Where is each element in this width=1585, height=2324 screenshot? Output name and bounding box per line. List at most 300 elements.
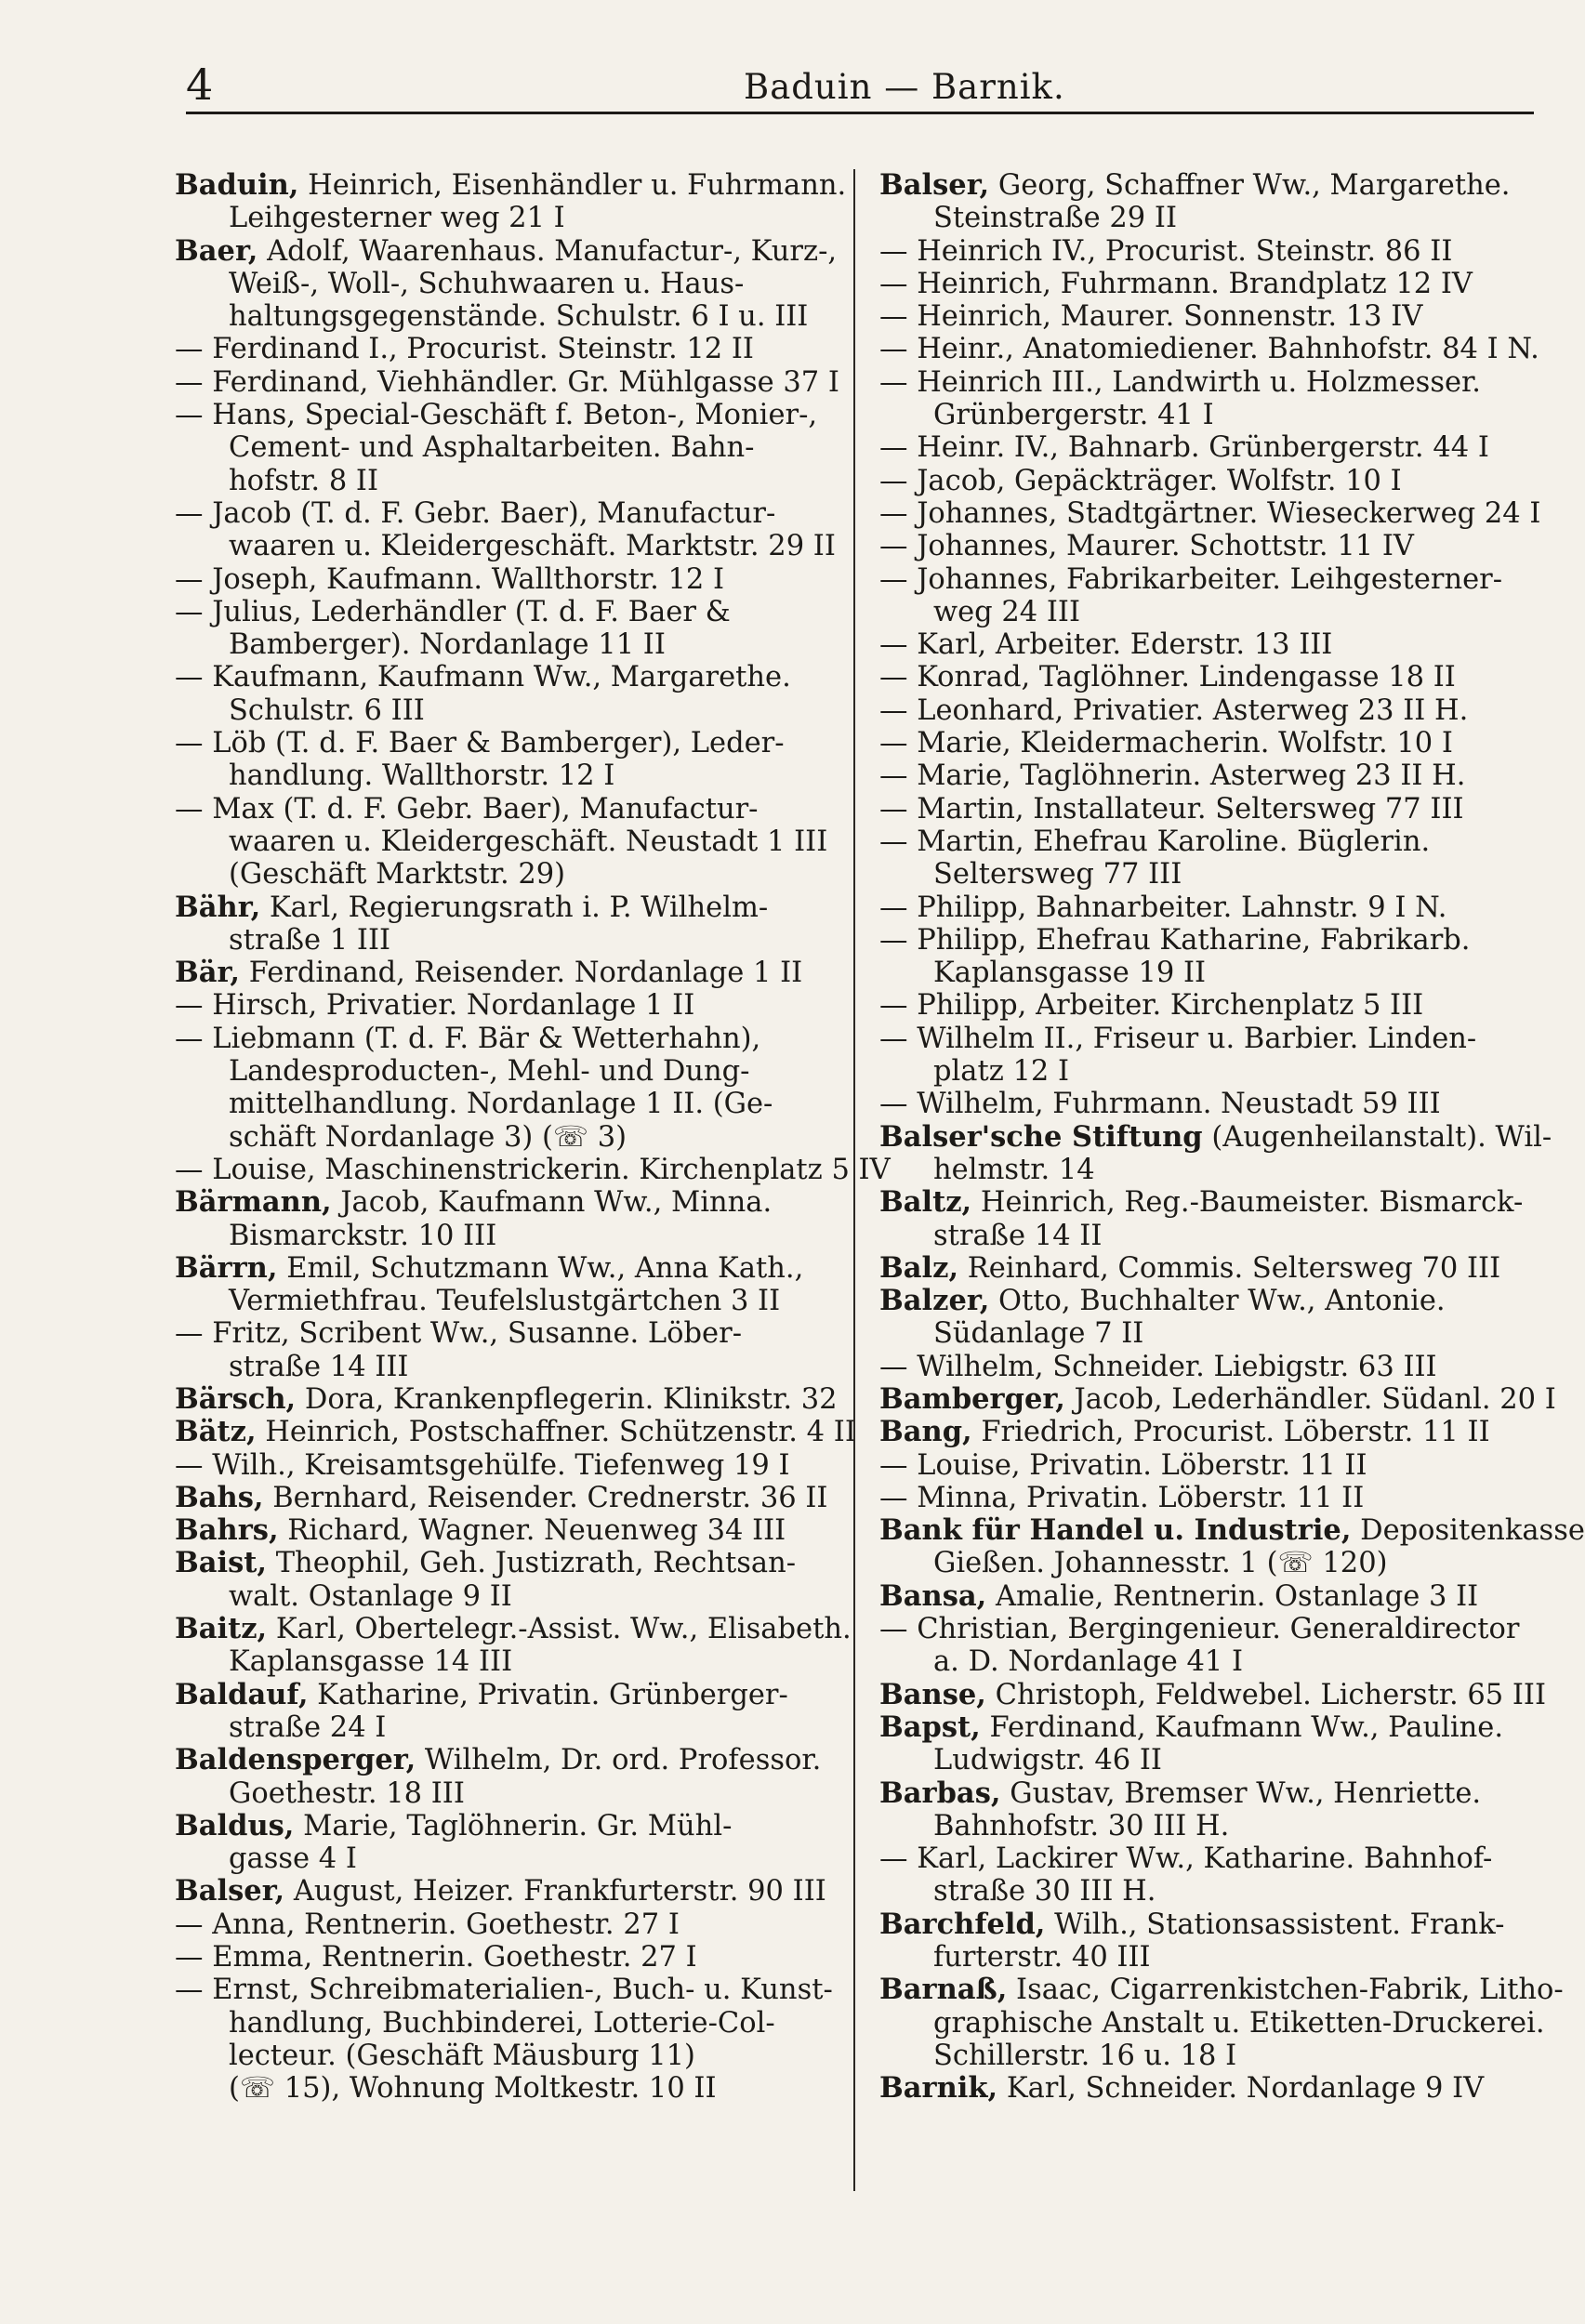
- entry-surname: Banse,: [879, 1677, 986, 1711]
- entry-line: [175, 1645, 826, 1678]
- directory-entry: [879, 1088, 1530, 1120]
- entry-text: platz 12 I: [933, 1055, 1070, 1089]
- directory-entry: [175, 496, 836, 563]
- directory-entry: [175, 1908, 826, 1941]
- entry-text: Grünbergerstr. 41 I: [933, 399, 1214, 432]
- entry-line: [879, 596, 1530, 628]
- entry-line: [175, 431, 826, 464]
- directory-entry: [175, 891, 826, 957]
- entry-surname: Balser,: [879, 168, 990, 202]
- entry-line: [175, 1153, 891, 1186]
- entry-line: [175, 1186, 826, 1219]
- directory-entry: [175, 1514, 826, 1547]
- entry-text: Johannes, Stadtgärtner. Wieseckerweg 24 I: [917, 496, 1541, 530]
- directory-entry: [175, 1153, 891, 1186]
- entry-surname: Bähr,: [175, 890, 261, 924]
- entry-line: [175, 1252, 826, 1285]
- entry-text: Leihgesterner weg 21 I: [229, 202, 565, 235]
- entry-text: Marie, Kleidermacherin. Wolfstr. 10 I: [917, 727, 1453, 760]
- entry-surname: Bamberger,: [879, 1381, 1065, 1416]
- entry-text: Karl, Arbeiter. Ederstr. 13 III: [917, 628, 1333, 662]
- entry-text: Ferdinand, Reisender. Nordanlage 1 II: [248, 957, 803, 990]
- entry-line: [879, 1777, 1530, 1810]
- entry-line: [175, 1941, 826, 1974]
- entry-text: Max (T. d. F. Gebr. Baer), Manufactur-: [212, 792, 759, 825]
- directory-entry: [879, 235, 1530, 268]
- entry-text: graphische Anstalt u. Etiketten-Druckerei.: [933, 2006, 1545, 2040]
- entry-line: [879, 1381, 1556, 1416]
- entry-surname: Bank für Handel u. Industrie,: [879, 1513, 1352, 1548]
- entry-text: Theophil, Geh. Justizrath, Rechtsan-: [275, 1547, 797, 1580]
- directory-entry: [879, 1677, 1547, 1711]
- directory-entry: [175, 661, 826, 727]
- entry-text: lecteur. (Geschäft Mäusburg 11): [229, 2039, 695, 2072]
- directory-entry: [175, 1415, 856, 1449]
- entry-line: [175, 1121, 826, 1154]
- entry-surname: Bärrn,: [175, 1250, 278, 1285]
- entry-text: Landesproducten-, Mehl- und Dung-: [229, 1055, 750, 1089]
- entry-line: [879, 1023, 1530, 1055]
- entry-line: [175, 1580, 826, 1613]
- entry-line: [175, 891, 826, 924]
- directory-entry: [175, 333, 826, 365]
- entry-line: [879, 1317, 1530, 1350]
- entry-surname: Balser,: [175, 1874, 285, 1908]
- directory-entry: [879, 268, 1530, 300]
- entry-line: [879, 957, 1530, 989]
- entry-line: [175, 957, 826, 989]
- entry-line: [879, 563, 1530, 596]
- entry-line: [175, 1285, 826, 1317]
- entry-line: [175, 168, 847, 202]
- entry-line: [175, 2072, 826, 2105]
- directory-entry: [879, 1973, 1564, 2072]
- directory-entry: [175, 1875, 826, 1908]
- entry-surname: Baldus,: [175, 1808, 295, 1842]
- entry-line: [175, 1612, 852, 1646]
- entry-line: [175, 1974, 833, 2007]
- entry-line: [175, 1679, 826, 1711]
- entry-line: [175, 1711, 826, 1744]
- directory-entry: [879, 891, 1530, 924]
- entry-text: Kaplansgasse 19 II: [933, 957, 1207, 990]
- entry-text: Martin, Installateur. Seltersweg 77 III: [917, 792, 1464, 825]
- entry-line: [175, 989, 826, 1022]
- entry-line: [879, 1513, 1585, 1548]
- entry-surname: Bahrs,: [175, 1513, 279, 1548]
- directory-entry: [879, 1777, 1530, 1843]
- entry-line: [879, 661, 1530, 693]
- entry-text: Adolf, Waarenhaus. Manufactur-, Kurz-,: [267, 234, 838, 268]
- directory-entry: [879, 628, 1530, 661]
- entry-text: Cement- und Asphaltarbeiten. Bahn-: [229, 431, 755, 465]
- entry-line: [175, 1547, 826, 1579]
- entry-line: [879, 1351, 1530, 1383]
- entry-text: Karl, Lackirer Ww., Katharine. Bahnhof-: [917, 1842, 1493, 1876]
- entry-text: (Geschäft Marktstr. 29): [229, 858, 566, 891]
- entry-text: Bismarckstr. 10 III: [229, 1219, 497, 1252]
- entry-line: [175, 1514, 826, 1547]
- entry-text: (Augenheilanstalt). Wil-: [1211, 1120, 1552, 1154]
- entry-text: Christian, Bergingenieur. Generaldirector: [917, 1613, 1520, 1646]
- entry-line: [175, 1220, 826, 1252]
- entry-text: Ferdinand, Kaufmann Ww., Pauline.: [989, 1710, 1504, 1744]
- entry-text: Christoph, Feldwebel. Licherstr. 65 III: [995, 1678, 1547, 1711]
- entry-surname: Bahs,: [175, 1480, 264, 1514]
- entry-text: Katharine, Privatin. Grünberger-: [317, 1678, 788, 1711]
- entry-line: [879, 2040, 1530, 2072]
- entry-text: Reinhard, Commis. Seltersweg 70 III: [967, 1251, 1501, 1285]
- entry-text: Liebmann (T. d. F. Bär & Wetterhahn),: [212, 1022, 761, 1055]
- directory-entry: [879, 924, 1530, 990]
- directory-entry: [175, 727, 826, 793]
- entry-line: [879, 628, 1530, 661]
- entry-text: Amalie, Rentnerin. Ostanlage 3 II: [995, 1579, 1479, 1613]
- directory-entry: [175, 1974, 833, 2106]
- entry-line: [879, 759, 1530, 792]
- entry-line: [175, 825, 826, 858]
- entry-line: [879, 1416, 1530, 1448]
- directory-entry: [175, 365, 839, 399]
- entry-text: helmstr. 14: [933, 1153, 1095, 1186]
- entry-line: [879, 2006, 1545, 2040]
- entry-surname: Bärsch,: [175, 1381, 297, 1416]
- directory-entry: [879, 465, 1530, 497]
- entry-line: [879, 1449, 1530, 1482]
- entry-line: [175, 1055, 826, 1088]
- directory-entry: [879, 1119, 1552, 1187]
- directory-entry: [175, 1612, 852, 1679]
- entry-line: [879, 1285, 1530, 1317]
- directory-entry: [175, 989, 826, 1022]
- entry-line: [879, 2072, 1530, 2105]
- entry-line: [175, 628, 826, 661]
- directory-entry: [879, 1711, 1530, 1777]
- entry-text: Louise, Maschinenstrickerin. Kirchenplatz 5 IV: [212, 1153, 891, 1186]
- entry-line: [175, 1415, 856, 1449]
- entry-text: Philipp, Ehefrau Katharine, Fabrikarb.: [917, 923, 1471, 957]
- entry-text: Fritz, Scribent Ww., Susanne. Löber-: [212, 1317, 742, 1351]
- header-rule: [186, 112, 1534, 114]
- entry-line: [175, 1777, 826, 1810]
- entry-line: [175, 694, 826, 727]
- entry-text: Johannes, Maurer. Schottstr. 11 IV: [917, 530, 1414, 563]
- entry-line: [879, 300, 1530, 333]
- entry-surname: Bär,: [175, 956, 241, 990]
- entry-text: Wilhelm, Schneider. Liebigstr. 63 III: [917, 1350, 1437, 1383]
- entry-text: straße 14 II: [933, 1219, 1103, 1252]
- entry-surname: Bang,: [879, 1415, 972, 1449]
- directory-entry: [879, 793, 1530, 825]
- entry-line: [175, 1449, 826, 1482]
- entry-text: Löb (T. d. F. Baer & Bamberger), Leder-: [212, 727, 785, 760]
- entry-text: Heinrich III., Landwirth u. Holzmesser.: [917, 365, 1481, 399]
- entry-line: [879, 1547, 1530, 1579]
- entry-text: Seltersweg 77 III: [933, 858, 1182, 891]
- directory-entry: [879, 1416, 1530, 1448]
- entry-line: [175, 233, 838, 268]
- right-column: [879, 168, 1585, 2106]
- entry-surname: Balz,: [879, 1250, 959, 1285]
- entry-surname: Barnik,: [879, 2071, 998, 2106]
- entry-line: [175, 759, 826, 792]
- entry-text: waaren u. Kleidergeschäft. Marktstr. 29 II: [229, 530, 836, 563]
- entry-surname: Baldauf,: [175, 1677, 309, 1711]
- directory-entry: [879, 496, 1541, 530]
- entry-line: [175, 300, 826, 333]
- entry-text: hofstr. 8 II: [229, 464, 379, 497]
- entry-line: [175, 1842, 826, 1875]
- entry-text: handlung, Buchbinderei, Lotterie-Col-: [229, 2006, 775, 2040]
- entry-line: [879, 1908, 1530, 1941]
- entry-line: [175, 399, 826, 431]
- entry-text: Marie, Taglöhnerin. Asterweg 23 II H.: [917, 759, 1466, 793]
- entry-line: [879, 399, 1530, 431]
- entry-line: [879, 1186, 1530, 1219]
- entry-text: Schulstr. 6 III: [229, 693, 425, 727]
- entry-line: [879, 1055, 1530, 1088]
- entry-text: Hirsch, Privatier. Nordanlage 1 II: [212, 989, 695, 1023]
- entry-text: August, Heizer. Frankfurterstr. 90 III: [293, 1875, 826, 1908]
- directory-entry: [879, 1842, 1530, 1908]
- directory-entry: [879, 759, 1530, 792]
- directory-entry: [175, 168, 847, 235]
- entry-line: [879, 1580, 1530, 1613]
- directory-entry: [175, 793, 826, 891]
- entry-line: [175, 333, 826, 365]
- directory-entry: [175, 1186, 826, 1252]
- entry-line: [175, 563, 826, 596]
- entry-surname: Baltz,: [879, 1185, 972, 1220]
- entry-line: [879, 530, 1530, 562]
- entry-text: Leonhard, Privatier. Asterweg 23 II H.: [917, 693, 1469, 727]
- entry-surname: Bansa,: [879, 1578, 987, 1613]
- entry-text: mittelhandlung. Nordanlage 1 II. (Ge-: [229, 1088, 773, 1121]
- entry-text: Jacob (T. d. F. Gebr. Baer), Manufactur-: [212, 496, 776, 530]
- directory-entry: [879, 1252, 1530, 1285]
- entry-line: [879, 268, 1530, 300]
- entry-text: Georg, Schaffner Ww., Margarethe.: [997, 169, 1511, 202]
- entry-text: Kaplansgasse 14 III: [229, 1645, 513, 1679]
- entry-line: [879, 694, 1530, 727]
- entry-line: [175, 1023, 826, 1055]
- entry-line: [879, 1941, 1530, 1974]
- entry-text: (☏ 15), Wohnung Moltkestr. 10 II: [229, 2072, 717, 2106]
- entry-line: [879, 1220, 1530, 1252]
- entry-surname: Baer,: [175, 233, 258, 268]
- entry-text: Heinrich, Maurer. Sonnenstr. 13 IV: [917, 300, 1423, 334]
- entry-text: Gustav, Bremser Ww., Henriette.: [1010, 1776, 1482, 1810]
- directory-entry: [175, 1941, 826, 1974]
- directory-entry: [879, 1580, 1530, 1613]
- entry-line: [879, 1119, 1552, 1154]
- directory-entry: [879, 530, 1530, 562]
- entry-text: Kaufmann, Kaufmann Ww., Margarethe.: [212, 661, 791, 694]
- running-title: Baduin — Barnik.: [744, 67, 1065, 107]
- entry-text: Karl, Obertelegr.-Assist. Ww., Elisabeth.: [275, 1613, 852, 1646]
- entry-line: [175, 497, 826, 530]
- entry-line: [175, 2007, 826, 2040]
- entry-line: [175, 530, 836, 563]
- entry-line: [879, 1875, 1530, 1908]
- entry-line: [175, 1317, 826, 1350]
- entry-line: [175, 727, 826, 759]
- entry-text: Louise, Privatin. Löberstr. 11 II: [917, 1448, 1367, 1482]
- entry-line: [175, 465, 826, 497]
- entry-text: waaren u. Kleidergeschäft. Neustadt 1 III: [229, 825, 828, 858]
- entry-text: Heinr., Anatomiediener. Bahnhofstr. 84 I N.: [917, 333, 1539, 366]
- entry-line: [175, 661, 826, 693]
- page-number: 4: [186, 59, 214, 110]
- entry-text: Wilhelm, Dr. ord. Professor.: [424, 1744, 822, 1777]
- directory-entry: [175, 563, 826, 596]
- entry-line: [879, 1154, 1530, 1186]
- entry-text: Hans, Special-Geschäft f. Beton-, Monier-,: [212, 399, 818, 432]
- entry-line: [175, 268, 826, 300]
- entry-line: [879, 169, 1530, 202]
- entry-text: Otto, Buchhalter Ww., Antonie.: [998, 1285, 1446, 1318]
- entry-text: furterstr. 40 III: [933, 1941, 1151, 1974]
- entry-text: straße 14 III: [229, 1350, 409, 1383]
- entry-text: Südanlage 7 II: [933, 1317, 1144, 1351]
- entry-text: straße 24 I: [229, 1710, 387, 1744]
- directory-entry: [175, 1381, 838, 1416]
- directory-entry: [175, 1252, 826, 1318]
- entry-text: Philipp, Arbeiter. Kirchenplatz 5 III: [917, 989, 1424, 1023]
- entry-text: Marie, Taglöhnerin. Gr. Mühl-: [303, 1809, 733, 1842]
- entry-line: [879, 1677, 1547, 1711]
- entry-text: Ludwigstr. 46 II: [933, 1744, 1162, 1777]
- entry-text: Konrad, Taglöhner. Lindengasse 18 II: [917, 661, 1456, 694]
- entry-text: haltungsgegenstände. Schulstr. 6 I u. III: [229, 300, 809, 334]
- entry-text: Bernhard, Reisender. Crednerstr. 36 II: [272, 1481, 828, 1514]
- entry-line: [879, 333, 1539, 366]
- entry-line: [879, 1613, 1530, 1645]
- page-header: [186, 59, 1487, 125]
- entry-line: [175, 596, 826, 628]
- directory-entry: [879, 366, 1530, 432]
- entry-surname: Baist,: [175, 1546, 268, 1580]
- directory-entry: [879, 1482, 1530, 1514]
- directory-entry: [879, 1908, 1530, 1974]
- directory-entry: [175, 1679, 826, 1745]
- entry-surname: Bärmann,: [175, 1185, 332, 1220]
- directory-entry: [879, 169, 1530, 235]
- directory-entry: [879, 1351, 1530, 1383]
- directory-entry: [879, 1381, 1556, 1416]
- entry-line: [175, 793, 826, 825]
- entry-line: [879, 431, 1530, 464]
- entry-text: Richard, Wagner. Neuenweg 34 III: [287, 1514, 786, 1548]
- entry-surname: Barchfeld,: [879, 1907, 1046, 1941]
- left-column: [175, 168, 891, 2106]
- entry-line: [879, 235, 1530, 268]
- directory-entry: [175, 1317, 826, 1383]
- entry-line: [175, 1810, 826, 1842]
- entry-surname: Baldensperger,: [175, 1743, 416, 1777]
- entry-text: handlung. Wallthorstr. 12 I: [229, 759, 615, 793]
- entry-line: [175, 1875, 826, 1908]
- directory-entry: [879, 1513, 1585, 1580]
- entry-text: gasse 4 I: [229, 1842, 357, 1876]
- directory-entry: [879, 2072, 1530, 2105]
- entry-line: [175, 1351, 826, 1383]
- entry-text: Dora, Krankenpflegerin. Klinikstr. 32: [304, 1382, 838, 1416]
- entry-surname: Balser'sche Stiftung: [879, 1119, 1203, 1154]
- directory-entry: [175, 399, 826, 497]
- entry-text: Depositenkasse: [1360, 1514, 1585, 1548]
- directory-entry: [175, 1023, 826, 1154]
- entry-surname: Baitz,: [175, 1612, 268, 1646]
- entry-text: Emil, Schutzmann Ww., Anna Kath.,: [286, 1251, 804, 1285]
- entry-line: [879, 1088, 1530, 1120]
- directory-entry: [879, 333, 1539, 366]
- entry-surname: Barnaß,: [879, 1973, 1008, 2007]
- directory-entry: [879, 300, 1530, 333]
- entry-text: Emma, Rentnerin. Goethestr. 27 I: [212, 1941, 697, 1974]
- entry-text: Wilh., Kreisamtsgehülfe. Tiefenweg 19 I: [212, 1448, 790, 1482]
- entry-surname: Baduin,: [175, 168, 299, 202]
- entry-line: [879, 1252, 1530, 1285]
- entry-text: Heinrich, Postschaffner. Schützenstr. 4 II: [265, 1416, 856, 1449]
- directory-entry: [175, 957, 826, 989]
- entry-text: weg 24 III: [933, 595, 1081, 628]
- entry-text: Wilhelm, Fuhrmann. Neustadt 59 III: [917, 1088, 1441, 1121]
- entry-text: straße 30 III H.: [933, 1875, 1156, 1908]
- entry-line: [879, 891, 1530, 924]
- entry-text: Heinrich IV., Procurist. Steinstr. 86 II: [917, 234, 1453, 268]
- directory-entry: [175, 233, 838, 334]
- directory-entry: [175, 1810, 826, 1876]
- entry-text: Vermiethfrau. Teufelslustgärtchen 3 II: [229, 1285, 781, 1318]
- directory-entry: [879, 1186, 1530, 1252]
- entry-text: Schillerstr. 16 u. 18 I: [933, 2039, 1237, 2072]
- directory-entry: [879, 1023, 1530, 1089]
- entry-text: Bahnhofstr. 30 III H.: [933, 1809, 1230, 1842]
- entry-text: schäft Nordanlage 3) (☏ 3): [229, 1120, 627, 1154]
- directory-entry: [175, 1482, 826, 1514]
- entry-text: walt. Ostanlage 9 II: [229, 1579, 512, 1613]
- entry-text: Heinr. IV., Bahnarb. Grünbergerstr. 44 I: [917, 431, 1489, 465]
- entry-text: Isaac, Cigarrenkistchen-Fabrik, Litho-: [1016, 1974, 1564, 2007]
- entry-text: Anna, Rentnerin. Goethestr. 27 I: [212, 1908, 680, 1941]
- directory-entry: [175, 1744, 826, 1810]
- entry-text: Ferdinand, Viehhändler. Gr. Mühlgasse 37 I: [212, 365, 839, 399]
- column-divider: [853, 169, 855, 2191]
- entry-text: Jacob, Kaufmann Ww., Minna.: [340, 1186, 773, 1220]
- entry-line: [879, 1482, 1530, 1514]
- entry-surname: Bätz,: [175, 1415, 257, 1449]
- entry-line: [175, 365, 839, 399]
- directory-entry: [175, 1547, 826, 1613]
- directory-entry: [879, 1285, 1530, 1351]
- entry-line: [879, 793, 1530, 825]
- entry-line: [879, 727, 1530, 759]
- entry-text: Jacob, Lederhändler. Südanl. 20 I: [1074, 1382, 1556, 1416]
- entry-surname: Barbas,: [879, 1776, 1001, 1810]
- entry-line: [175, 1908, 826, 1941]
- directory-entry: [879, 1449, 1530, 1482]
- entry-text: Heinrich, Fuhrmann. Brandplatz 12 IV: [917, 267, 1473, 300]
- entry-text: Martin, Ehefrau Karoline. Büglerin.: [917, 825, 1431, 858]
- entry-line: [879, 1842, 1530, 1875]
- entry-text: Heinrich, Eisenhändler u. Fuhrmann.: [308, 169, 847, 202]
- entry-line: [879, 366, 1530, 399]
- directory-entry: [175, 596, 826, 662]
- entry-text: a. D. Nordanlage 41 I: [933, 1645, 1244, 1679]
- entry-line: [175, 924, 826, 957]
- entry-text: Wilh., Stationsassistent. Frank-: [1054, 1908, 1505, 1941]
